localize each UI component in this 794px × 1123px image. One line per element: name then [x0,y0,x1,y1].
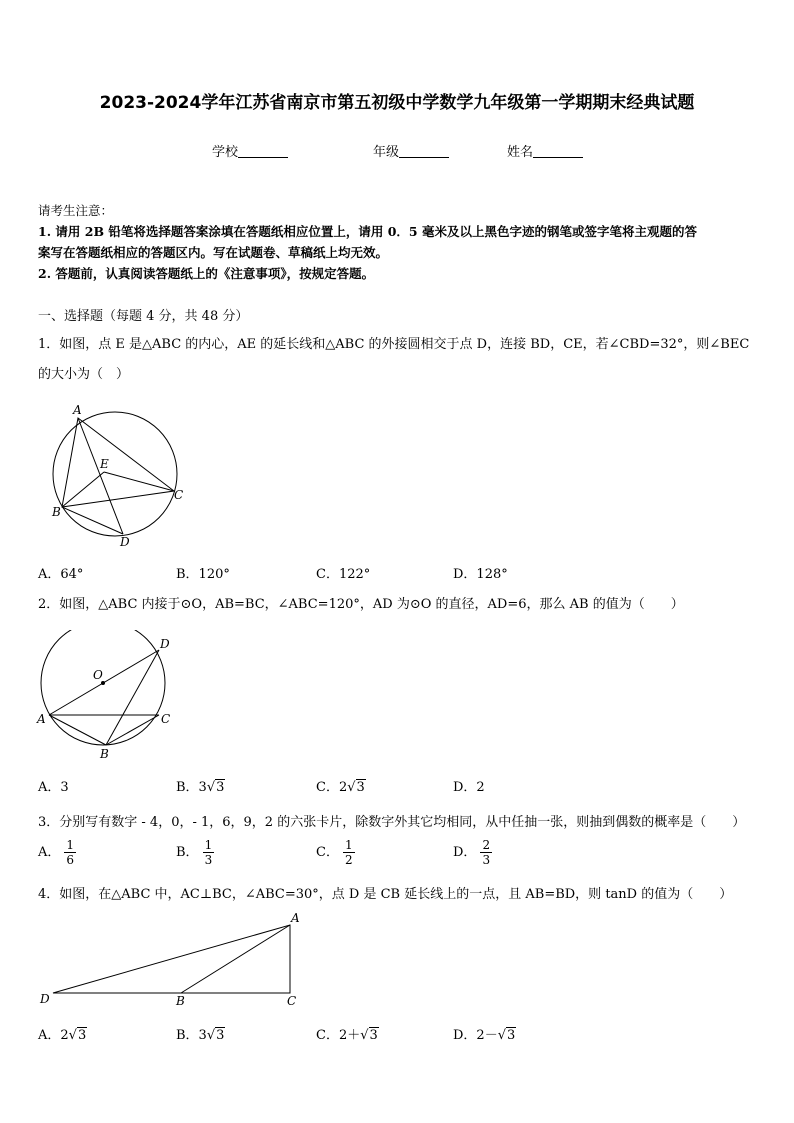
q4-option-a-radicand: 3 [77,1028,87,1043]
q1-option-b[interactable]: B．120° [176,567,230,582]
q4-option-b[interactable] [176,1024,225,1043]
q3-option-a-label: A． [38,845,61,860]
notice-item1-line1: 1. 请用 2B 铅笔将选择题答案涂填在答题纸相应位置上，请用 0．5 毫米及以上黑色字迹的钢笔或签字笔将主观题的答 [38,224,697,239]
q2-label-b: B [100,747,109,761]
q3-option-d-label: D． [453,845,477,860]
q2-option-c-prefix: C．2 [316,780,348,795]
fraction-numerator: 1 [204,838,213,852]
q4-figure [35,910,315,1010]
q4-label-c: C [287,994,297,1008]
q2-label-d: D [160,637,170,651]
q3-option-d[interactable] [453,838,492,867]
sqrt-symbol: √3 [68,1028,87,1043]
q2-line-bd [106,650,159,745]
q3-option-c[interactable] [316,838,355,867]
q1-line-ce [104,472,174,491]
fraction-numerator: 1 [344,838,353,852]
q3-option-b-label: B． [176,845,199,860]
page-title: 2023-2024学年江苏省南京市第五初级中学数学九年级第一学期期末经典试题 [99,93,695,113]
q1-figure [40,400,190,550]
grade-field [373,141,449,160]
q4-text: 4．如图，在△ABC 中，AC⊥BC，∠ABC=30°，点 D 是 CB 延长线上的一点，且 AB=BD，则 tanD 的值为（ ） [38,887,733,902]
q1-label-a: A [73,403,82,417]
q3-option-a[interactable] [38,838,76,867]
q1-circle [53,412,177,536]
q4-label-d: D [40,992,50,1006]
q4-option-a-prefix: A．2 [38,1028,69,1043]
q4-line-ab [181,925,290,993]
q3-option-b-fraction [203,838,215,867]
q3-option-c-label: C． [316,845,339,860]
sqrt-symbol: √3 [497,1028,516,1043]
notice-heading: 请考生注意： [38,203,114,218]
q1-option-c[interactable]: C．122° [316,567,371,582]
q4-triangle-adc [53,925,290,993]
q2-figure [30,630,180,765]
name-label: 姓名 [507,145,534,160]
q2-line-ab [49,715,106,745]
q4-label-b: B [176,994,185,1008]
q2-option-b[interactable] [176,776,225,795]
q1-label-d: D [120,535,130,549]
sqrt-symbol: √3 [206,780,225,795]
q4-option-c-radicand: 3 [369,1028,378,1043]
q2-option-c-radicand: 3 [356,780,365,795]
q2-option-a[interactable]: A．3 [38,780,69,795]
q4-option-d[interactable] [453,1024,516,1043]
q4-option-a[interactable] [38,1024,87,1043]
q2-text: 2．如图，△ABC 内接于⊙O，AB=BC，∠ABC=120°，AD 为⊙O 的直径，AD=6，那么 AB 的值为（ ） [38,597,684,612]
sqrt-symbol: √3 [206,1028,225,1043]
q2-option-c[interactable] [316,776,366,795]
q2-label-c: C [161,712,171,726]
q1-line2: 的大小为（ ） [38,367,130,382]
school-blank [238,145,288,158]
q4-option-d-prefix: D．2－ [453,1028,498,1043]
q4-option-b-prefix: B．3 [176,1028,207,1043]
q2-option-b-radicand: 3 [216,780,225,795]
sqrt-symbol: √3 [360,1028,378,1043]
q2-label-a: A [37,712,46,726]
q3-option-d-fraction [480,838,492,867]
q3-text: 3．分别写有数字 - 4，0，- 1，6，9，2 的六张卡片，除数字外其它均相同，从中任抽一张，则抽到偶数的概率是（ ） [38,815,746,830]
q1-label-b: B [52,505,61,519]
q1-option-d[interactable]: D．128° [453,567,508,582]
q1-label-e: E [100,457,109,471]
q2-circle [41,630,165,745]
q3-option-b[interactable] [176,838,214,867]
school-label: 学校 [212,145,239,160]
fraction-denominator: 2 [344,853,353,867]
q4-option-c-prefix: C．2＋ [316,1028,361,1043]
q2-option-d[interactable]: D．2 [453,780,485,795]
grade-label: 年级 [373,145,400,160]
q2-option-b-prefix: B．3 [176,780,207,795]
fraction-denominator: 3 [482,853,491,867]
fraction-numerator: 1 [66,838,75,852]
fraction-denominator: 6 [66,853,75,867]
q1-line1: 1．如图，点 E 是△ABC 的内心，AE 的延长线和△ABC 的外接圆相交于点 D，连接 BD，CE，若∠CBD=32°，则∠BEC [38,337,750,352]
grade-blank [399,145,449,158]
section-heading: 一、选择题（每题 4 分，共 48 分） [38,309,249,324]
q3-option-c-fraction [343,838,355,867]
q2-label-o: O [93,668,103,682]
notice-item1-line2: 案写在答题纸相应的答题区内。写在试题卷、草稿纸上均无效。 [38,245,389,260]
name-field [507,141,583,160]
q4-label-a: A [291,911,300,925]
q4-option-d-radicand: 3 [507,1028,516,1043]
school-field [212,141,288,160]
q3-option-a-fraction [64,838,76,867]
fraction-denominator: 3 [204,853,213,867]
notice-item2: 2. 答题前，认真阅读答题纸上的《注意事项》，按规定答题。 [38,266,375,281]
sqrt-symbol: √3 [347,780,365,795]
q4-option-b-radicand: 3 [216,1028,225,1043]
fraction-numerator: 2 [482,838,491,852]
q1-option-a[interactable]: A．64° [38,567,84,582]
q4-option-c[interactable] [316,1024,379,1043]
q1-label-c: C [174,488,184,502]
name-blank [533,145,583,158]
